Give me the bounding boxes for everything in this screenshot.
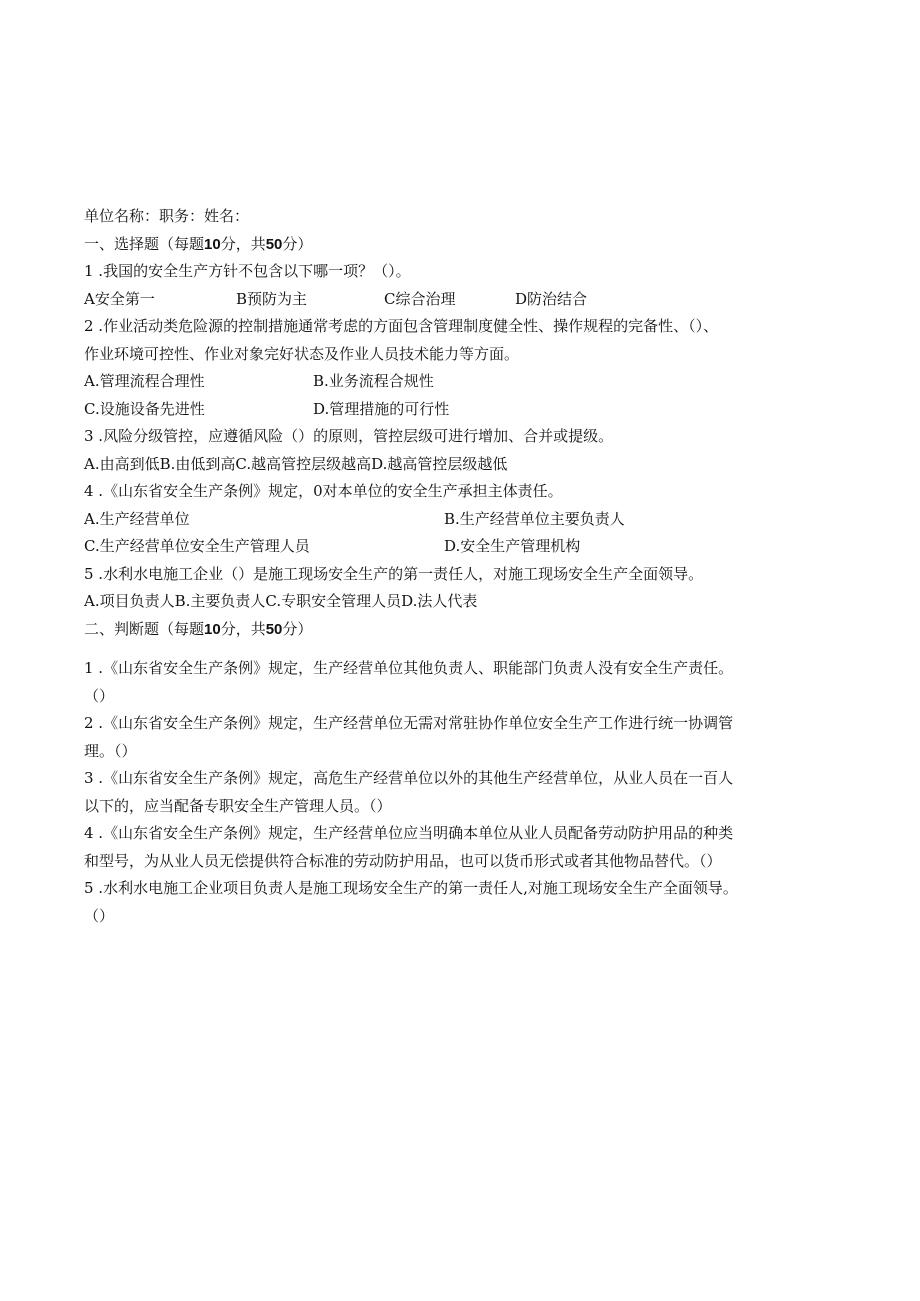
choice-question-2-options-row1 [84, 368, 836, 396]
judge-question-3-line2: 以下的，应当配备专职安全生产管理人员。（） [84, 796, 392, 815]
choice-question-2-line2: 作业环境可控性、作业对象完好状态及作业人员技术能力等方面。 [84, 344, 520, 363]
judge-question-4-line2: 和型号，为从业人员无偿提供符合标准的劳动防护用品，也可以货币形式或者其他物品替代。（） [84, 851, 722, 870]
exam-content [84, 203, 836, 930]
judge-question-3-line1: 3 .《山东省安全生产条例》规定，高危生产经营单位以外的其他生产经营单位，从业人员在一百人 [84, 769, 734, 787]
section1-title-post: 分） [282, 234, 313, 253]
option-d: D.安全生产管理机构 [444, 537, 581, 555]
choice-question-5: 5 .水利水电施工企业（）是施工现场安全生产的第一责任人，对施工现场安全生产全面领导。 [84, 564, 704, 583]
option-c: C综合治理 [384, 289, 456, 308]
choice-question-2-line1: 2 .作业活动类危险源的控制措施通常考虑的方面包含管理制度健全性、操作规程的完备性、（）、 [84, 317, 719, 335]
option-d: D防治结合 [515, 289, 588, 308]
choice-question-4-options-row1 [84, 506, 836, 534]
judge-question-2-line2: 理。（） [84, 741, 137, 760]
section1-title-pre: 一、选择题（每题 [84, 234, 205, 253]
section2-points-each: 10 [204, 620, 221, 638]
choice-question-1: 1 .我国的安全生产方针不包含以下哪一项？（）。 [84, 262, 411, 280]
section2-title [84, 616, 836, 644]
judge-question-5-line2: （） [84, 906, 115, 925]
choice-question-4: 4 .《山东省安全生产条例》规定，0对本单位的安全生产承担主体责任。 [84, 482, 563, 500]
section-spacer [84, 643, 836, 655]
option-b: B.业务流程合规性 [313, 372, 434, 390]
section2-title-post: 分） [282, 619, 313, 638]
option-a: A安全第一 [84, 289, 155, 308]
section1-title-mid: 分，共 [220, 234, 266, 253]
choice-question-3: 3 .风险分级管控，应遵循风险（）的原则，管控层级可进行增加、合并或提级。 [84, 427, 614, 445]
option-a: A.管理流程合理性 [84, 372, 205, 390]
section1-points-total: 50 [265, 235, 283, 253]
judge-question-4-line1: 4 .《山东省安全生产条例》规定，生产经营单位应当明确本单位从业人员配备劳动防护用品的种类 [84, 824, 734, 842]
option-c: C.生产经营单位安全生产管理人员 [84, 537, 310, 555]
judge-question-1-line2: （） [84, 686, 115, 705]
choice-question-1-options [84, 286, 836, 314]
option-b: B预防为主 [236, 289, 308, 308]
choice-question-5-options: A.项目负责人B.主要负责人C.专职安全管理人员D.法人代表 [84, 592, 478, 610]
option-d: D.管理措施的可行性 [313, 399, 450, 418]
choice-question-3-options: A.由高到低B.由低到高C.越高管控层级越高D.越高管控层级越低 [84, 454, 508, 473]
choice-question-4-options-row2 [84, 533, 836, 561]
option-a: A.生产经营单位 [84, 509, 190, 528]
section2-title-pre: 二、判断题（每题 [84, 619, 205, 638]
judge-question-1-line1: 1 .《山东省安全生产条例》规定，生产经营单位其他负责人、职能部门负责人没有安全生产责任。 [84, 659, 734, 677]
judge-question-2-line1: 2 .《山东省安全生产条例》规定，生产经营单位无需对常驻协作单位安全生产工作进行统一协调管 [84, 714, 734, 732]
section1-points-each: 10 [204, 235, 221, 253]
header-info-line: 单位名称：职务：姓名： [84, 207, 250, 225]
section1-title [84, 231, 836, 259]
option-b: B.生产经营单位主要负责人 [444, 509, 625, 528]
section2-title-mid: 分，共 [220, 619, 266, 638]
option-c: C.设施设备先进性 [84, 399, 205, 418]
section2-points-total: 50 [265, 620, 283, 638]
judge-question-5-line1: 5 .水利水电施工企业项目负责人是施工现场安全生产的第一责任人,对施工现场安全生产全面领导。 [84, 879, 738, 897]
choice-question-2-options-row2 [84, 396, 836, 424]
